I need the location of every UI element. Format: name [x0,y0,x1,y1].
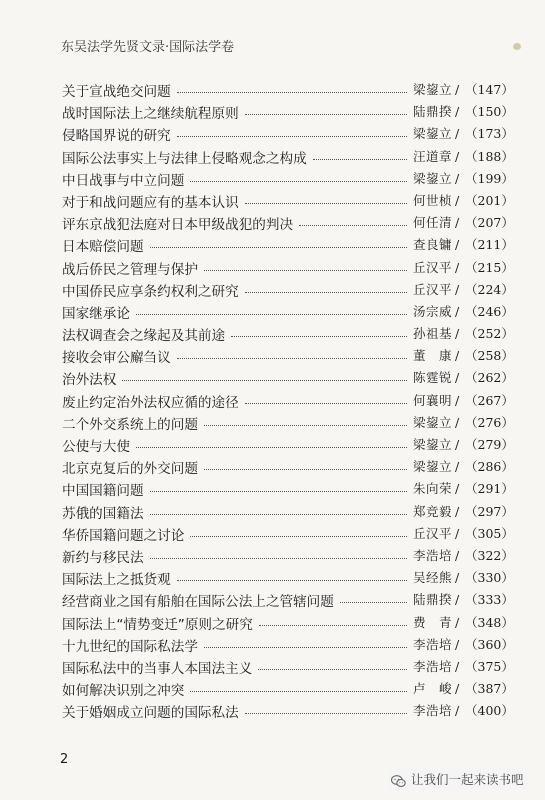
separator: / [455,192,460,208]
dot-leader [190,181,407,182]
toc-entry [62,434,514,456]
entry-page: （188） [465,148,514,164]
entry-page: （279） [465,437,514,452]
separator: / [455,525,460,541]
separator: / [455,126,460,142]
entry-title: 华侨国籍问题之讨论 [62,527,185,544]
entry-title: 国际私法中的当事人本国法主义 [62,660,253,677]
entry-author: 梁鋆立 [413,82,453,97]
entry-author: 卢 峻 [413,681,453,697]
entry-page: （211） [465,237,514,253]
entry-author: 陆鼎揆 [413,104,453,120]
watermark [388,768,528,790]
entry-title: 关于宣战绝交问题 [62,84,171,100]
toc-entry [62,567,514,589]
separator: / [455,681,460,697]
entry-page: （375） [465,658,514,674]
entry-author: 汪道章 [413,148,453,164]
entry-title: 法权调查会之缘起及其前途 [62,328,226,345]
entry-page: （201） [465,192,514,208]
entry-title: 日本赔偿问题 [62,239,144,256]
entry-page: （291） [465,481,514,497]
entry-title: 如何解决识别之冲突 [62,683,185,700]
separator: / [455,170,460,186]
entry-page: （387） [465,681,514,697]
separator: / [455,658,460,674]
entry-author-group [413,546,460,564]
separator: / [455,326,460,342]
entry-author-group [413,657,460,675]
toc-entry [62,279,514,301]
entry-author-group [413,679,460,697]
entry-author: 梁鋆立 [413,459,453,475]
entry-author: 李浩培 [413,636,453,652]
toc-entry [62,678,514,700]
separator: / [455,459,460,475]
entry-author: 梁鋆立 [413,437,453,452]
entry-page: （400） [465,703,514,719]
entry-author: 汤宗威 [413,303,453,319]
dot-leader [245,114,407,115]
dot-leader [150,514,407,515]
toc-entry [62,545,514,567]
toc-entry [62,700,514,722]
entry-title: 关于婚姻成立问题的国际私法 [62,705,239,722]
entry-page: （150） [465,104,514,120]
toc-entry [62,412,514,434]
watermark-text: 让我们一起来读书吧 [411,772,524,787]
entry-author-group [413,147,460,165]
entry-author: 吴经熊 [413,570,453,586]
dot-leader [258,669,407,670]
dot-leader [204,270,407,271]
toc-entry [62,257,514,279]
toc-entry [62,589,514,611]
dot-leader [313,159,407,160]
separator: / [455,437,460,452]
entry-page: （224） [465,281,514,297]
entry-author: 李浩培 [413,658,453,674]
entry-page: （305） [465,525,514,541]
entry-author: 李浩培 [413,547,453,563]
separator: / [455,547,460,563]
page-number: 2 [60,752,69,767]
running-header: 东吴法学先贤文录·国际法学卷 [61,40,235,55]
dot-leader [299,225,407,226]
entry-author-group [413,191,460,209]
entry-author-group [413,258,460,276]
entry-author: 丘汉平 [413,281,453,297]
dot-leader [150,558,407,559]
entry-author-group [413,169,460,187]
entry-title: 十九世纪的国际私法学 [62,638,198,655]
separator: / [455,592,460,608]
dot-leader [340,602,407,603]
dot-leader [245,292,407,293]
entry-author: 陆鼎揆 [413,592,453,608]
entry-author: 梁鋆立 [413,170,453,186]
toc-entry [62,612,514,634]
entry-author-group [413,613,460,631]
separator: / [455,614,460,630]
entry-title: 侵略国界说的研究 [62,128,171,145]
toc-entry [62,168,514,190]
dot-leader [136,314,407,315]
toc-entry [62,656,514,678]
toc-entry [62,390,514,412]
entry-title: 废止约定治外法权应循的途径 [62,394,239,411]
dot-leader [245,403,407,404]
entry-author-group [413,391,460,409]
dot-leader [245,713,407,714]
entry-page: （333） [465,592,514,608]
entry-author: 郑竞毅 [413,503,453,519]
entry-page: （147） [465,82,514,97]
entry-page: （173） [465,126,514,142]
toc-entry [62,123,514,145]
entry-author: 丘汉平 [413,525,453,541]
toc-entry [62,234,514,256]
toc-entry [62,101,514,123]
toc-entry [62,345,514,367]
separator: / [455,703,460,719]
entry-author: 梁鋆立 [413,414,453,430]
entry-page: （199） [465,170,514,186]
entry-author: 梁鋆立 [413,126,453,142]
dot-leader [190,536,407,537]
entry-page: （246） [465,303,514,319]
toc-entry [62,301,514,323]
toc-entry [62,79,514,101]
entry-author-group [413,102,460,120]
entry-page: （348） [465,614,514,630]
entry-author-group [413,124,460,142]
dot-leader [231,336,407,337]
entry-page: （322） [465,547,514,563]
entry-author-group [413,235,460,253]
entry-page: （286） [465,459,514,475]
dot-leader [136,447,407,448]
dot-leader [150,491,407,492]
entry-author-group [413,635,460,653]
entry-title: 新约与移民法 [62,549,144,566]
toc-entry [62,634,514,656]
entry-title: 接收会审公廨刍议 [62,350,171,367]
toc-entry [62,456,514,478]
separator: / [455,503,460,519]
separator: / [455,414,460,430]
entry-title: 评东京战犯法庭对日本甲级战犯的判决 [62,217,294,234]
dot-leader [204,425,407,426]
toc-entry [62,478,514,500]
entry-author-group [413,479,460,497]
entry-author: 李浩培 [413,703,453,719]
entry-author-group [413,280,460,298]
wechat-icon [391,773,406,786]
dot-leader [204,647,407,648]
dot-leader [177,92,407,93]
entry-title: 国际法上“情势变迁”原则之研究 [62,616,253,633]
dot-leader [177,580,407,581]
separator: / [455,104,460,120]
separator: / [455,348,460,364]
separator: / [455,636,460,652]
entry-title: 战后侨民之管理与保护 [62,261,198,278]
entry-title: 二个外交系统上的问题 [62,416,198,433]
entry-title: 战时国际法上之继续航程原则 [62,106,239,123]
entry-author-group [413,568,460,586]
entry-title: 公使与大使 [62,439,130,455]
entry-page: （360） [465,636,514,652]
entry-page: （262） [465,370,514,386]
entry-author: 何世桢 [413,192,453,208]
entry-author: 孙祖基 [413,326,453,342]
entry-author-group [413,502,460,520]
separator: / [455,481,460,497]
entry-author: 丘汉平 [413,259,453,275]
entry-title: 经营商业之国有船舶在国际公法上之管辖问题 [62,594,334,611]
dot-leader [177,358,407,359]
entry-title: 苏俄的国籍法 [62,505,144,522]
entry-page: （330） [465,570,514,586]
entry-title: 国际法上之抵货观 [62,572,171,589]
entry-title: 国际公法事实上与法律上侵略观念之构成 [62,150,307,167]
entry-title: 治外法权 [62,372,117,389]
dot-leader [150,247,407,248]
dot-leader [177,136,407,137]
separator: / [455,303,460,319]
entry-author: 何任清 [413,215,453,231]
table-of-contents [62,79,514,722]
entry-author-group [413,590,460,608]
dot-leader [245,203,407,204]
separator: / [455,82,460,97]
dot-leader [204,469,407,470]
entry-title: 中日战事与中立问题 [62,172,185,189]
entry-page: （258） [465,348,514,364]
entry-page: （297） [465,503,514,519]
toc-entry [62,190,514,212]
entry-title: 对于和战问题应有的基本认识 [62,194,239,211]
entry-page: （267） [465,392,514,408]
entry-page: （276） [465,414,514,430]
separator: / [455,370,460,386]
entry-title: 中国侨民应享条约权利之研究 [62,283,239,300]
separator: / [455,392,460,408]
corner-mark [513,43,521,50]
separator: / [455,215,460,231]
entry-author: 查良镛 [413,237,453,253]
entry-author-group [413,80,460,98]
entry-author-group [413,302,460,320]
entry-title: 中国国籍问题 [62,483,144,500]
entry-author-group [413,524,460,542]
dot-leader [190,691,407,692]
entry-author: 董 康 [413,348,453,364]
entry-author-group [413,413,460,431]
entry-title: 国家继承论 [62,305,130,322]
separator: / [455,237,460,253]
entry-author-group [413,701,460,719]
toc-entry [62,323,514,345]
entry-author: 陈霆锐 [413,370,453,386]
toc-entry [62,367,514,389]
entry-author-group [413,368,460,386]
toc-entry [62,146,514,168]
separator: / [455,259,460,275]
entry-author-group [413,324,460,342]
toc-entry [62,501,514,523]
entry-author-group [413,213,460,231]
entry-author-group [413,435,460,453]
entry-page: （252） [465,326,514,342]
entry-page: （207） [465,215,514,231]
separator: / [455,148,460,164]
entry-author: 费 青 [413,614,453,630]
entry-page: （215） [465,259,514,275]
entry-author-group [413,457,460,475]
separator: / [455,570,460,586]
separator: / [455,281,460,297]
entry-author: 何襄明 [413,392,453,408]
entry-title: 北京克复后的外交问题 [62,461,198,478]
entry-author: 朱向荣 [413,481,453,497]
dot-leader [122,380,407,381]
dot-leader [259,625,407,626]
entry-author-group [413,346,460,364]
toc-entry [62,212,514,234]
toc-entry [62,523,514,545]
